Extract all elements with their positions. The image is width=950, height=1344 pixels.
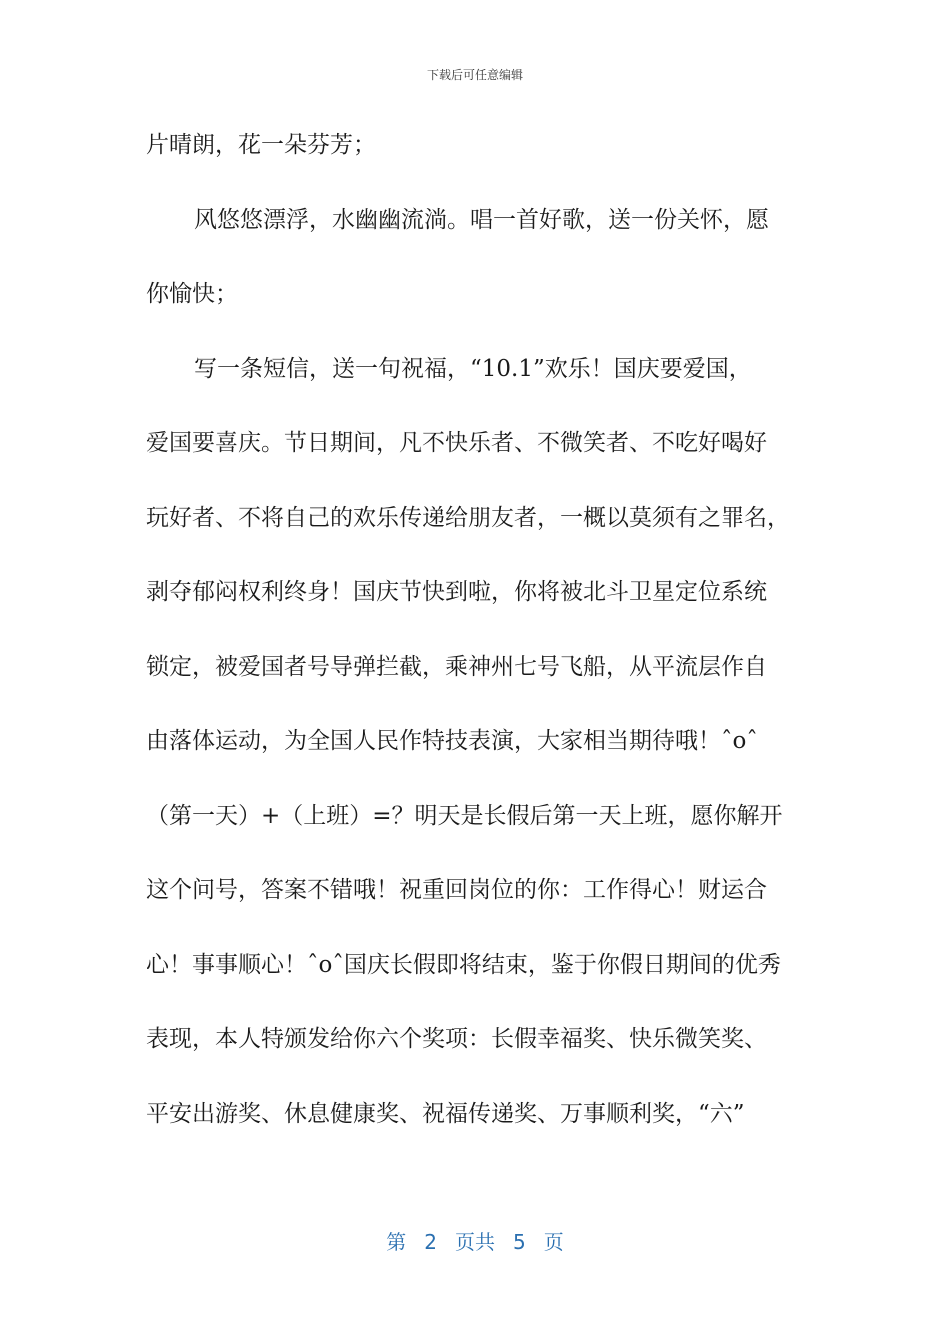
text-line: 写一条短信，送一句祝福，“10.1”欢乐！国庆要爱国， — [194, 355, 752, 382]
text-line: 平安出游奖、休息健康奖、祝福传递奖、万事顺利奖，“六” — [146, 1100, 745, 1127]
footer-current-page: 2 — [424, 1230, 437, 1254]
text-line: 由落体运动，为全国人民作特技表演，大家相当期待哦！ˆoˆ — [146, 728, 758, 754]
footer-ye-gong: 页共 — [455, 1230, 495, 1254]
footer-ye: 页 — [543, 1230, 564, 1254]
text-line: 这个问号，答案不错哦！祝重回岗位的你：工作得心！财运合 — [146, 877, 767, 903]
text-line: 风悠悠漂浮，水幽幽流淌。唱一首好歌，送一份关怀，愿 — [194, 206, 769, 233]
footer-di: 第 — [386, 1230, 407, 1254]
footer-total-pages: 5 — [513, 1230, 526, 1254]
text-line: 锁定，被爱国者号导弹拦截，乘神州七号飞船，从平流层作自 — [146, 653, 767, 680]
text-line: 心！事事顺心！ˆoˆ国庆长假即将结束，鉴于你假日期间的优秀 — [146, 951, 781, 978]
text-line: 片晴朗，花一朵芬芳； — [146, 132, 376, 158]
document-body — [146, 127, 810, 1170]
text-line: 玩好者、不将自己的欢乐传递给朋友者，一概以莫须有之罪名， — [146, 504, 790, 531]
page-footer — [0, 1226, 950, 1255]
page-header-note: 下载后可任意编辑 — [426, 68, 523, 82]
text-line: （第一天）+（上班）=？明天是长假后第一天上班，愿你解开 — [146, 802, 783, 829]
text-line: 爱国要喜庆。节日期间，凡不快乐者、不微笑者、不吃好喝好 — [146, 430, 767, 456]
text-line: 你愉快； — [146, 281, 238, 307]
text-line: 表现，本人特颁发给你六个奖项：长假幸福奖、快乐微笑奖、 — [146, 1026, 767, 1052]
text-line: 剥夺郁闷权利终身！国庆节快到啦，你将被北斗卫星定位系统 — [146, 579, 767, 605]
